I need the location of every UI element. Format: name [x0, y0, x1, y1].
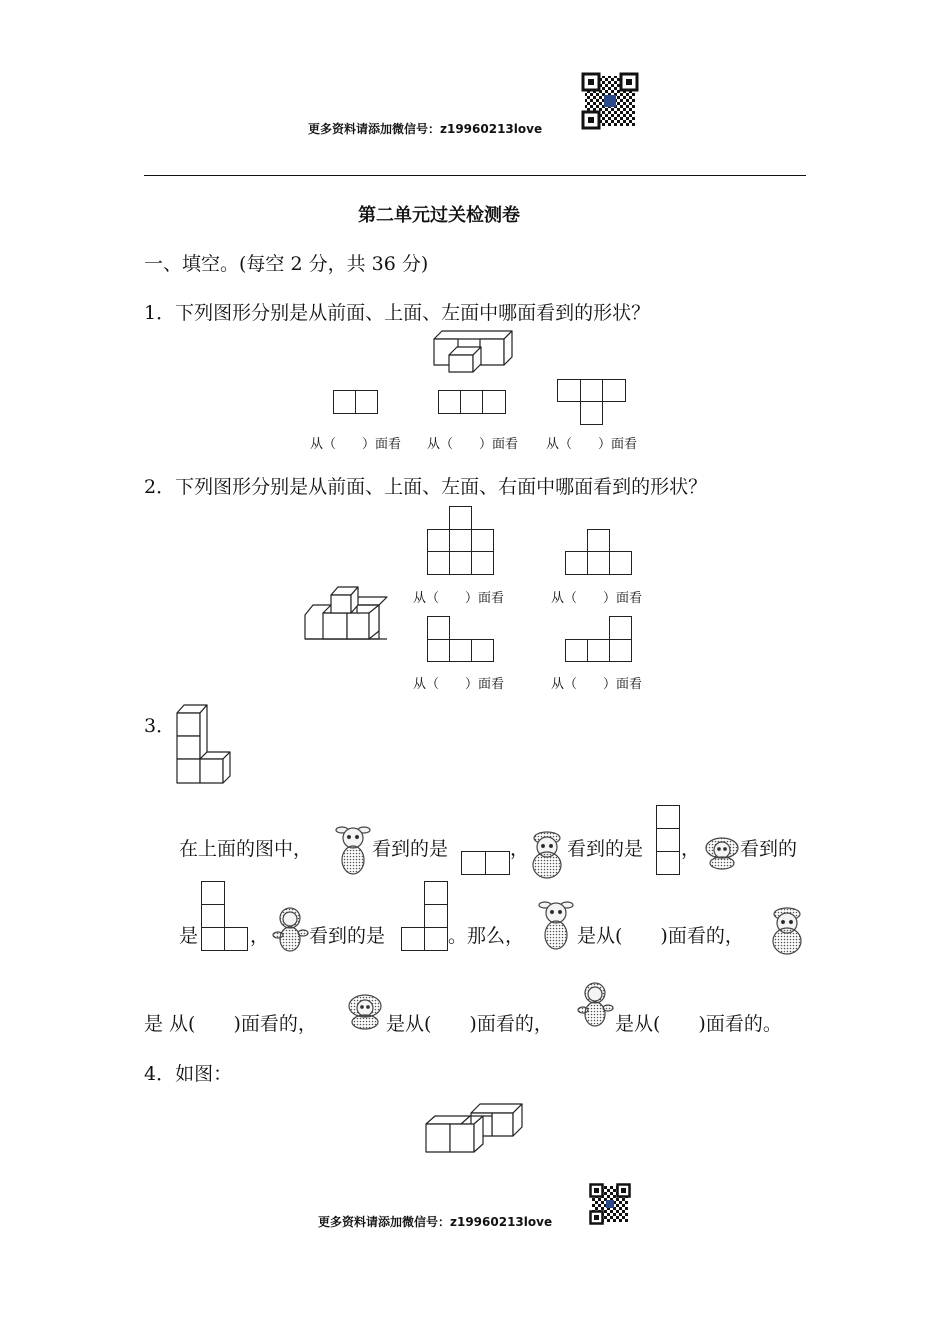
- q1-view-a-square: [333, 390, 356, 414]
- sheep-icon: [344, 990, 386, 1030]
- q1-caption: 从（ ）面看: [427, 437, 519, 452]
- sheep-icon: [702, 834, 742, 870]
- goat-icon: [537, 897, 575, 953]
- q2-caption: 从（ ）面看: [551, 591, 643, 606]
- qr-code-icon: [581, 72, 639, 130]
- q3-view-square: [656, 805, 680, 829]
- q2-caption: 从（ ）面看: [551, 677, 643, 692]
- q2-view-c-square: [449, 639, 472, 662]
- q1-caption: 从（ ）面看: [310, 437, 402, 452]
- q1-view-b-square: [438, 390, 461, 414]
- q3-view-square: [485, 851, 510, 875]
- q2-view-b-square: [565, 551, 588, 575]
- q3-view-square: [201, 881, 225, 905]
- q3-view-square: [201, 904, 225, 928]
- q4-solid-figure: [426, 1104, 524, 1154]
- q3-text: ，: [510, 838, 530, 860]
- q3-text: 看到的: [740, 838, 798, 860]
- q3-text: 是从( )面看的。: [615, 1013, 782, 1035]
- q1-view-c-square: [602, 379, 626, 402]
- q3-text: 是从( )面看的，: [386, 1013, 553, 1035]
- q3-text: 是从( )面看的，: [577, 925, 744, 947]
- header-contact: 更多资料请添加微信号：z19960213love: [308, 122, 543, 136]
- q3-text: 。那么，: [448, 925, 525, 947]
- q3-view-square: [201, 927, 225, 951]
- q1-view-c-square: [580, 379, 603, 402]
- q2-view-a-square: [427, 529, 450, 552]
- q2-view-c-square: [471, 639, 494, 662]
- q3-text: 在上面的图中，: [179, 838, 313, 860]
- q2-view-b-square: [587, 551, 610, 575]
- q2-view-a-square: [471, 529, 494, 552]
- q3-view-square: [656, 851, 680, 875]
- q2-view-a-square: [427, 551, 450, 575]
- q1-view-c-square: [557, 379, 581, 402]
- header-rule: [144, 175, 806, 176]
- q2-view-d-square: [587, 639, 610, 662]
- question-2-text: 2．下列图形分别是从前面、上面、左面、右面中哪面看到的形状？: [144, 476, 708, 498]
- q3-text: 看到的是: [309, 925, 386, 947]
- q3-solid-figure: [177, 705, 233, 785]
- q2-view-a-square: [449, 551, 472, 575]
- q3-text: ，: [681, 838, 701, 860]
- q1-view-a-square: [355, 390, 378, 414]
- q1-view-b-square: [460, 390, 483, 414]
- q3-view-square: [461, 851, 486, 875]
- q2-view-b-square: [609, 551, 632, 575]
- q2-view-d-square: [565, 639, 588, 662]
- q1-view-c-square: [580, 401, 603, 425]
- q2-view-c-square: [427, 639, 450, 662]
- q3-text: 是 从( )面看的，: [144, 1013, 317, 1035]
- q2-solid-figure: [303, 583, 387, 639]
- footer-contact: 更多资料请添加微信号：z19960213love: [318, 1215, 553, 1229]
- bear-icon: [768, 905, 806, 955]
- q3-text: ，: [250, 925, 270, 947]
- q3-view-square: [224, 927, 248, 951]
- q1-view-b-square: [482, 390, 506, 414]
- q2-view-b-square: [587, 529, 610, 552]
- goat-icon: [334, 822, 372, 878]
- q1-solid-figure: [434, 331, 514, 373]
- q3-text: 是: [179, 925, 199, 947]
- q3-view-square: [656, 828, 680, 852]
- q2-view-d-square: [609, 639, 632, 662]
- question-1-text: 1．下列图形分别是从前面、上面、左面中哪面看到的形状？: [144, 302, 651, 324]
- q3-text: 看到的是: [567, 838, 644, 860]
- q3-view-square: [401, 927, 425, 951]
- q2-view-a-square: [449, 529, 472, 552]
- question-3-number: 3．: [144, 715, 176, 737]
- section-heading: 一、填空。(每空 2 分，共 36 分): [144, 253, 429, 275]
- q2-caption: 从（ ）面看: [413, 677, 505, 692]
- qr-code-icon: [589, 1183, 631, 1225]
- page-title: 第二单元过关检测卷: [358, 205, 520, 226]
- tiger-icon: [575, 980, 615, 1030]
- q2-view-a-square: [471, 551, 494, 575]
- q2-view-c-square: [427, 616, 450, 640]
- q3-view-square: [424, 904, 448, 928]
- q2-view-a-square: [449, 506, 472, 530]
- q3-view-square: [424, 927, 448, 951]
- tiger-icon: [270, 905, 310, 955]
- bear-icon: [528, 829, 566, 879]
- q3-view-square: [424, 881, 448, 905]
- q2-caption: 从（ ）面看: [413, 591, 505, 606]
- q3-text: 看到的是: [372, 838, 449, 860]
- q2-view-d-square: [609, 616, 632, 640]
- q1-caption: 从（ ）面看: [546, 437, 638, 452]
- question-4-text: 4．如图：: [144, 1063, 233, 1085]
